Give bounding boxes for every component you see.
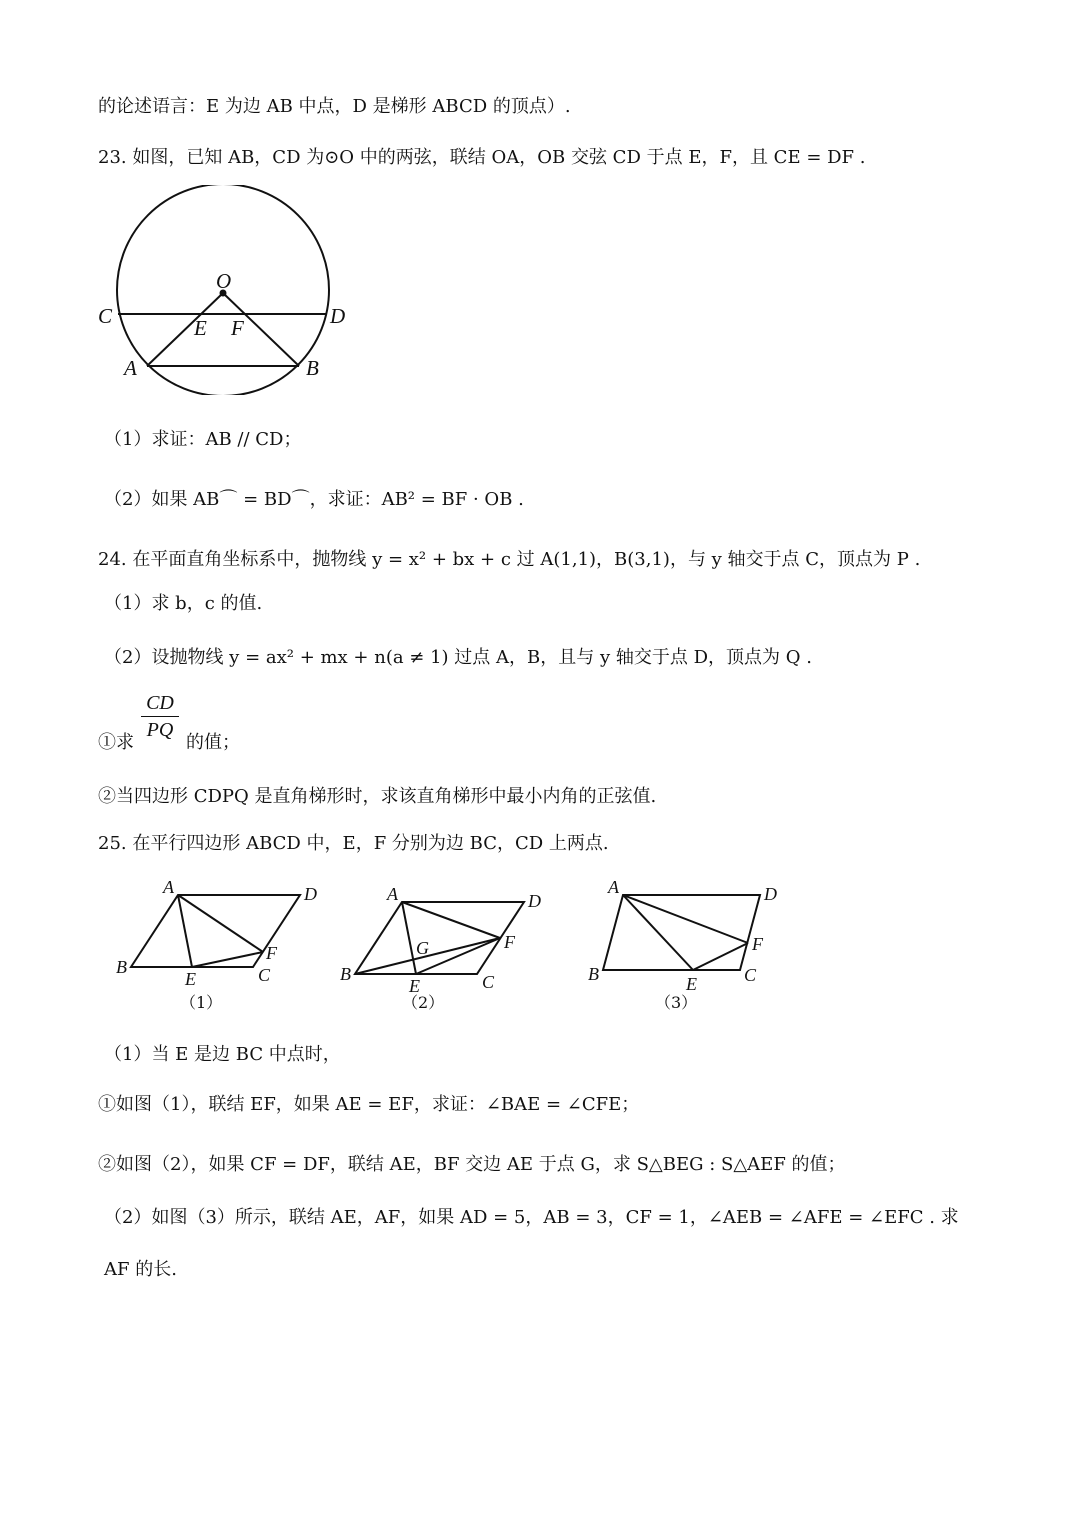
fig3-label-f: F — [752, 934, 763, 954]
label-d: D — [330, 304, 346, 328]
question-24-part-1: （1）求 b，c 的值. — [104, 593, 263, 614]
fig1-label-c: C — [258, 965, 271, 985]
fig1-label-a: A — [163, 877, 174, 897]
fig2-caption: （2） — [402, 993, 445, 1012]
fraction-cd-pq — [141, 690, 179, 743]
fig1-label-e: E — [185, 969, 196, 989]
segment-af-2 — [402, 902, 500, 938]
question-25: 25. 在平行四边形 ABCD 中，E，F 分别为边 BC，CD 上两点. — [98, 833, 609, 854]
figure-23-circle — [90, 185, 370, 395]
segment-ae-2 — [402, 902, 416, 974]
fig3-caption: （3） — [655, 993, 698, 1012]
fraction-denominator: PQ — [146, 719, 174, 741]
question-24: 24. 在平面直角坐标系中，抛物线 y = x² + bx + c 过 A(1,1)，B(3,1)，与 y 轴交于点 C，顶点为 P . — [98, 549, 921, 570]
label-o: O — [216, 269, 232, 293]
fraction-numerator: CD — [141, 690, 179, 717]
fig2-label-c: C — [482, 972, 495, 992]
fig2-label-b: B — [340, 964, 351, 984]
fig1-caption: （1） — [180, 993, 223, 1012]
segment-ef-1 — [192, 952, 263, 967]
label-f: F — [231, 316, 244, 340]
question-23: 23. 如图，已知 AB，CD 为⊙O 中的两弦，联结 OA，OB 交弦 CD 于点 E，F，且 CE = DF . — [98, 147, 866, 168]
segment-ae-1 — [178, 895, 192, 967]
question-25-part-1b: ②如图（2），如果 CF = DF，联结 AE，BF 交边 AE 于点 G，求 S△BEG : S△AEF 的值； — [98, 1154, 846, 1175]
question-24-part-2a — [98, 728, 1020, 758]
fig1-label-f: F — [266, 943, 277, 963]
question-25-part-1a: ①如图（1），联结 EF，如果 AE = EF，求证：∠BAE = ∠CFE； — [98, 1094, 640, 1115]
question-25-part-2-cont: AF 的长. — [104, 1259, 177, 1280]
fig2-label-g: G — [416, 938, 429, 958]
fig3-label-c: C — [744, 965, 757, 985]
label-b: B — [306, 356, 319, 380]
part-2a-prefix: ①求 — [98, 732, 134, 753]
figure-25 — [100, 875, 800, 1020]
fig3-label-a: A — [608, 877, 619, 897]
segment-ef-3 — [693, 943, 748, 970]
question-25-part-1: （1）当 E 是边 BC 中点时， — [104, 1044, 341, 1065]
figure-25-3 — [588, 877, 777, 1012]
figure-25-1 — [116, 877, 317, 1012]
segment-af-1 — [178, 895, 263, 952]
fig2-label-a: A — [387, 884, 398, 904]
figure-25-2 — [340, 884, 541, 1012]
question-25-part-2: （2）如图（3）所示，联结 AE，AF，如果 AD = 5，AB = 3，CF = 1，∠AEB = ∠AFE = ∠EFC . 求 — [104, 1207, 959, 1228]
fig2-label-d: D — [528, 891, 541, 911]
label-a: A — [124, 356, 137, 380]
fig3-label-d: D — [764, 884, 777, 904]
segment-oa — [147, 293, 223, 366]
question-24-part-2: （2）设抛物线 y = ax² + mx + n(a ≠ 1) 过点 A，B，且与 y 轴交于点 D，顶点为 Q . — [104, 647, 812, 668]
label-e: E — [194, 316, 207, 340]
question-23-part-1: （1）求证：AB // CD； — [104, 429, 302, 450]
segment-ae-3 — [623, 895, 693, 970]
fig2-label-e: E — [409, 976, 420, 996]
text-line-1: 的论述语言：E 为边 AB 中点，D 是梯形 ABCD 的顶点）. — [98, 96, 571, 117]
fig3-label-b: B — [588, 964, 599, 984]
fig3-label-e: E — [686, 974, 697, 994]
question-24-part-2b: ②当四边形 CDPQ 是直角梯形时，求该直角梯形中最小内角的正弦值. — [98, 786, 657, 807]
fig1-label-d: D — [304, 884, 317, 904]
fig1-label-b: B — [116, 957, 127, 977]
part-2a-suffix: 的值； — [186, 732, 240, 753]
segment-af-3 — [623, 895, 748, 943]
fig2-label-f: F — [504, 932, 515, 952]
label-c: C — [98, 304, 113, 328]
question-23-part-2: （2）如果 AB⌒ = BD⌒，求证：AB² = BF · OB . — [104, 489, 524, 510]
